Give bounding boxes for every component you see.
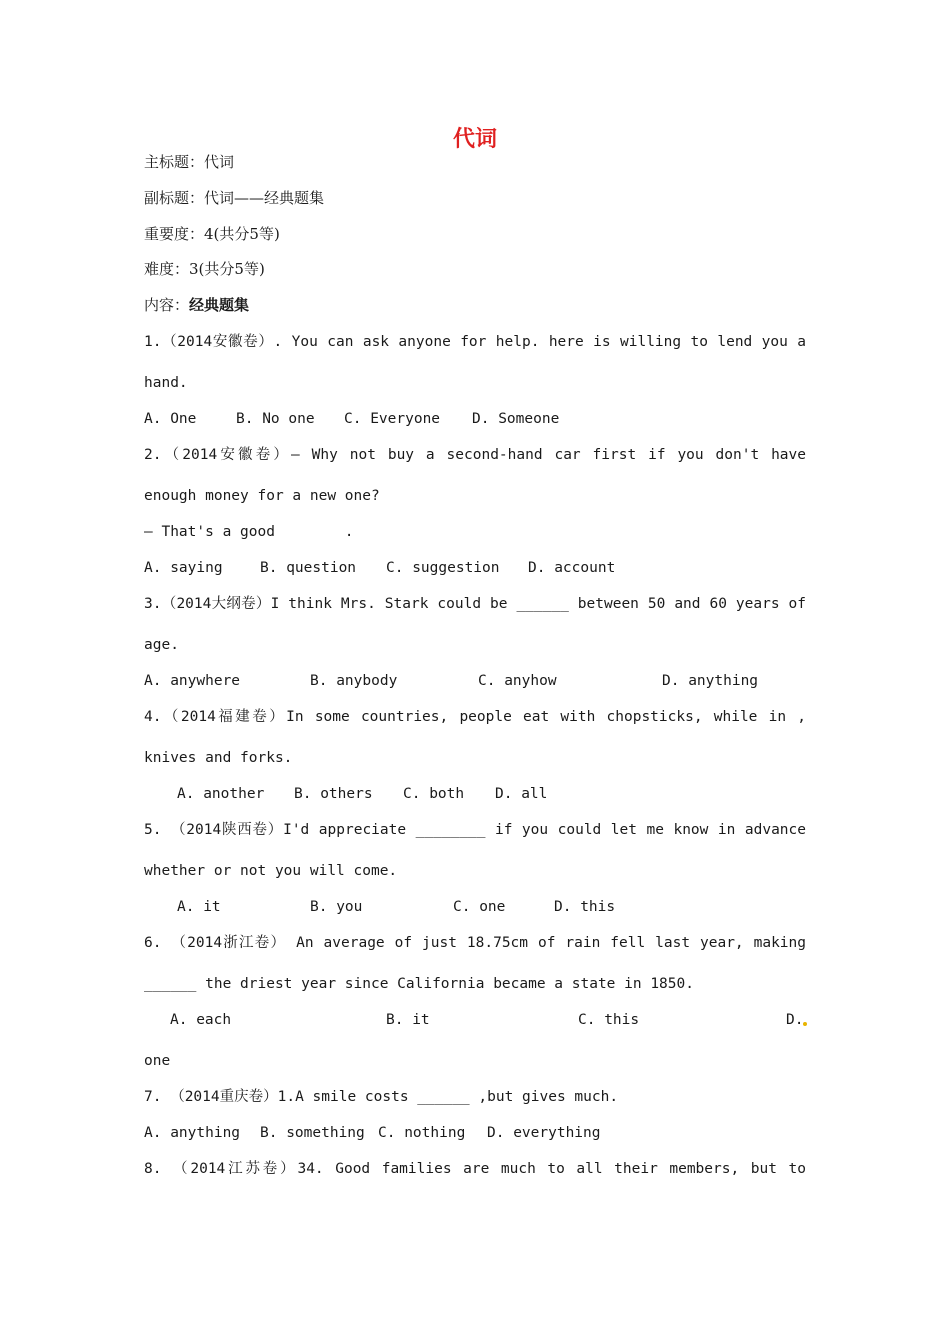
question-5-option-c: C. one xyxy=(453,899,506,915)
question-5-option-b: B. you xyxy=(310,899,363,915)
question-3-option-d: D. anything xyxy=(662,673,759,689)
question-2-text: 2.（2014安徽卷）— Why not buy a second-hand car first if you don't have xyxy=(144,447,806,463)
question-7-option-d: D. everything xyxy=(487,1125,601,1141)
content-value: 经典题集 xyxy=(189,296,250,314)
question-1-text: 1.（2014安徽卷）. You can ask anyone for help. here is willing to lend you a xyxy=(144,334,806,350)
page-title: 代词 xyxy=(452,127,497,152)
difficulty-line: 难度：3(共分5等) xyxy=(144,260,265,278)
question-5-option-d: D. this xyxy=(554,899,616,915)
question-3-text-cont: age. xyxy=(144,637,179,653)
question-7-option-c: C. nothing xyxy=(378,1125,466,1141)
question-3-option-b: B. anybody xyxy=(310,673,398,689)
question-7-text: 7. （2014重庆卷）1.A smile costs ______ ,but gives much. xyxy=(144,1089,619,1105)
annotation-mark xyxy=(803,1022,807,1026)
question-5-option-a: A. it xyxy=(177,899,221,915)
question-2-option-c: C. suggestion xyxy=(386,560,500,576)
question-4-text: 4.（2014福建卷）In some countries, people eat with chopsticks, while in , xyxy=(144,709,806,725)
content-line xyxy=(144,295,249,315)
question-4-text-cont: knives and forks. xyxy=(144,750,293,766)
question-1-option-c: C. Everyone xyxy=(344,411,441,427)
question-6-option-b: B. it xyxy=(386,1012,430,1028)
question-2-reply: — That's a good . xyxy=(144,524,354,540)
sub-title-line: 副标题：代词——经典题集 xyxy=(144,189,325,207)
question-2-option-b: B. question xyxy=(260,560,357,576)
question-4-option-a: A. another xyxy=(177,786,265,802)
question-2-option-d: D. account xyxy=(528,560,616,576)
question-4-option-b: B. others xyxy=(294,786,373,802)
content-label: 内容： xyxy=(144,296,190,314)
question-2-option-a: A. saying xyxy=(144,560,223,576)
question-4-option-c: C. both xyxy=(403,786,465,802)
question-6-text: 6. （2014浙江卷） An average of just 18.75cm of rain fell last year, making xyxy=(144,935,806,951)
question-2-text-cont: enough money for a new one? xyxy=(144,488,380,504)
question-6-option-d xyxy=(786,1010,807,1030)
question-1-option-b: B. No one xyxy=(236,411,315,427)
question-1-text-cont: hand. xyxy=(144,375,188,391)
question-7-option-a: A. anything xyxy=(144,1125,241,1141)
question-6-option-d-text: one xyxy=(144,1053,171,1069)
question-1-option-d: D. Someone xyxy=(472,411,560,427)
question-3-text: 3.（2014大纲卷）I think Mrs. Stark could be ______ between 50 and 60 years of xyxy=(144,596,806,612)
question-6-text-cont: ______ the driest year since California became a state in 1850. xyxy=(144,976,694,992)
importance-line: 重要度：4(共分5等) xyxy=(144,225,280,243)
question-4-option-d: D. all xyxy=(495,786,548,802)
question-6-option-c: C. this xyxy=(578,1012,640,1028)
question-3-option-a: A. anywhere xyxy=(144,673,241,689)
question-8-text: 8. （2014江苏卷）34. Good families are much to all their members, but to xyxy=(144,1161,806,1177)
question-7-option-b: B. something xyxy=(260,1125,365,1141)
question-5-text: 5. （2014陕西卷）I'd appreciate ________ if you could let me know in advance xyxy=(144,822,806,838)
main-title-line: 主标题：代词 xyxy=(144,153,235,171)
question-5-text-cont: whether or not you will come. xyxy=(144,863,398,879)
question-1-option-a: A. One xyxy=(144,411,197,427)
question-6-option-d-label: D. xyxy=(786,1012,804,1028)
question-6-option-a: A. each xyxy=(170,1012,232,1028)
question-3-option-c: C. anyhow xyxy=(478,673,557,689)
